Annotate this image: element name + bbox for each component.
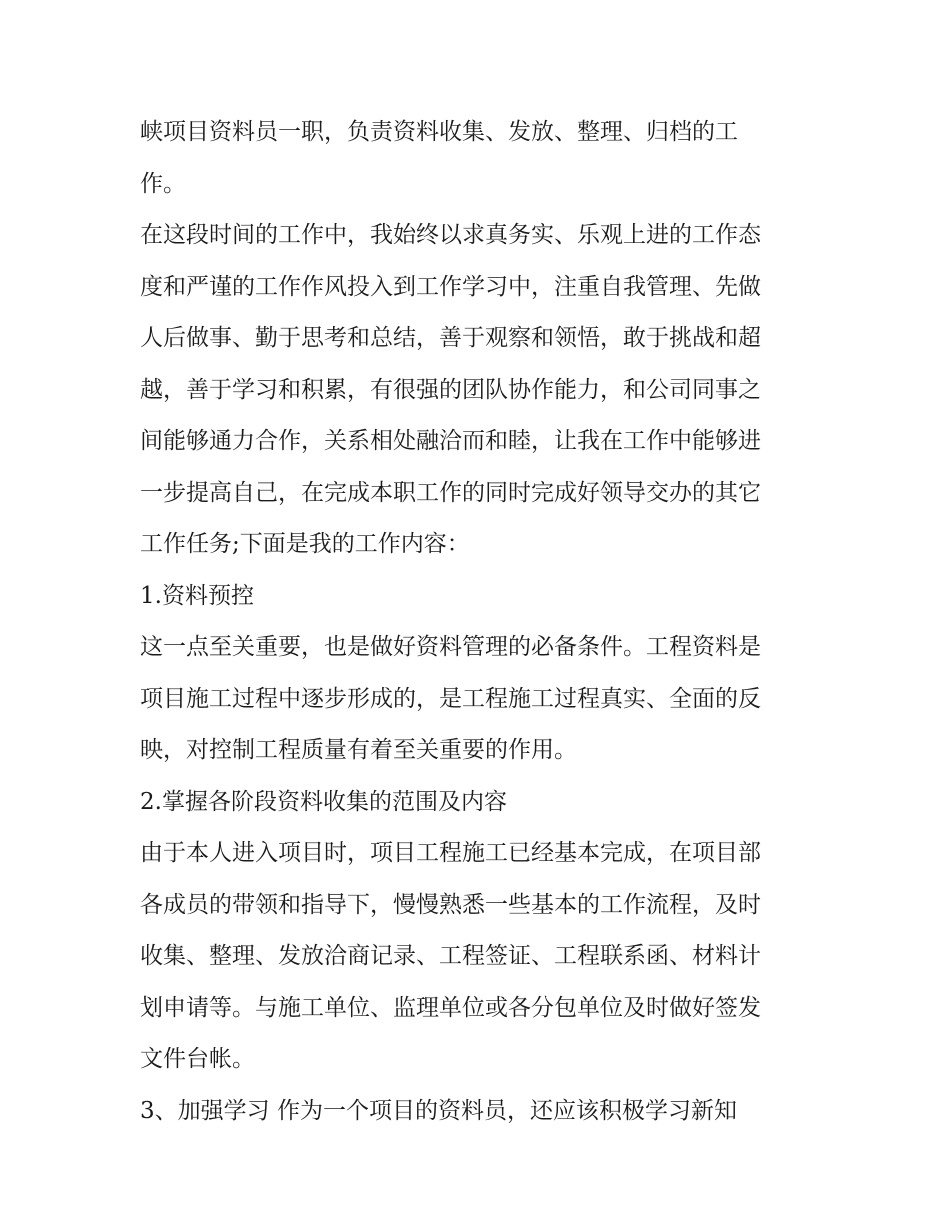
text-line: 映，对控制工程质量有着至关重要的作用。 [140, 737, 577, 763]
text-line: 这一点至关重要，也是做好资料管理的必备条件。工程资料是 [140, 634, 761, 660]
section-heading-2: 2.掌握各阶段资料收集的范围及内容 [140, 788, 507, 815]
text-line: 度和严谨的工作作风投入到工作学习中，注重自我管理、先做 [140, 273, 761, 300]
text-line: 在这段时间的工作中，我始终以求真务实、乐观上进的工作态 [140, 222, 761, 248]
section-heading-1: 1.资料预控 [140, 582, 254, 609]
text-line: 峡项目资料员一职，负责资料收集、发放、整理、归档的工 [140, 119, 738, 145]
text-line: 一步提高自己，在完成本职工作的同时完成好领导交办的其它 [140, 479, 761, 506]
text-line: 由于本人进入项目时，项目工程施工已经基本完成，在项目部 [140, 840, 761, 866]
text-line: 越，善于学习和积累，有很强的团队协作能力，和公司同事之 [140, 376, 761, 403]
text-line: 作。 [140, 170, 186, 197]
document-body [140, 107, 830, 1137]
text-line: 划申请等。与施工单位、监理单位或各分包单位及时做好签发 [140, 994, 761, 1021]
text-line: 项目施工过程中逐步形成的，是工程施工过程真实、全面的反 [140, 685, 761, 712]
text-line: 收集、整理、发放洽商记录、工程签证、工程联系函、材料计 [140, 943, 761, 969]
section-heading-3: 3、加强学习 作为一个项目的资料员，还应该积极学习新知 [140, 1097, 737, 1124]
text-line: 间能够通力合作，关系相处融洽而和睦，让我在工作中能够进 [140, 428, 761, 454]
text-line: 人后做事、勤于思考和总结，善于观察和领悟，敢于挑战和超 [140, 325, 761, 351]
text-line: 文件台帐。 [140, 1046, 255, 1072]
text-line: 工作任务;下面是我的工作内容： [140, 531, 470, 557]
text-line: 各成员的带领和指导下，慢慢熟悉一些基本的工作流程，及时 [140, 891, 761, 918]
